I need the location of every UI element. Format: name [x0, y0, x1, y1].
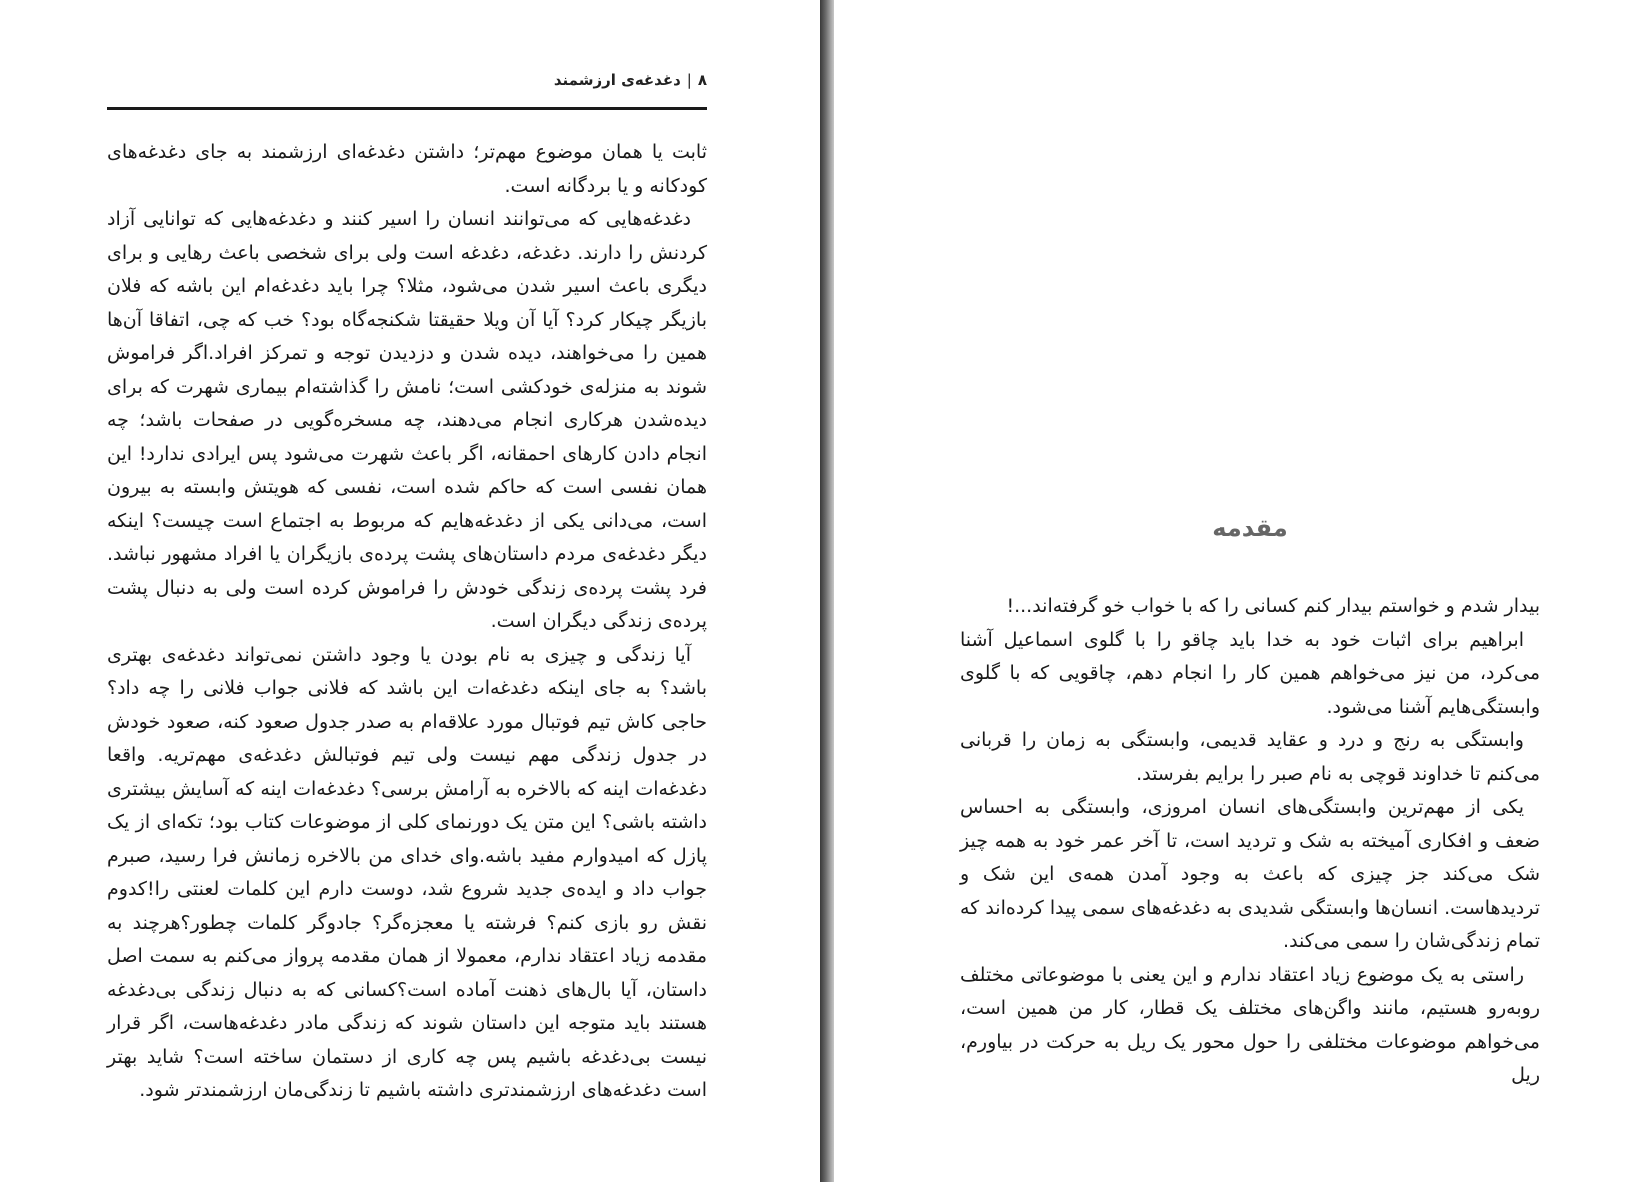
paragraph: ثابت یا همان موضوع مهم‌تر؛ داشتن دغدغه‌ای ارزشمند به جای دغدغه‌های کودکانه و یا بردگانه است. [107, 141, 707, 197]
book-gutter [820, 0, 834, 1182]
paragraph: ابراهیم برای اثبات خود به خدا باید چاقو را با گلوی اسماعیل آشنا می‌کرد، من نیز می‌خواهم همین کار را انجام دهم، چاقویی که با گلوی وابستگی‌هایم آشنا می‌شود. [960, 628, 1540, 718]
right-body-text [960, 590, 1540, 1093]
paragraph: یکی از مهم‌ترین وابستگی‌های انسان امروزی، وابستگی به احساس ضعف و افکاری آمیخته به شک و تردید است، تا آخر عمر خود به همه چیز شک می‌کند جز چیزی که باعث به وجود آمدن همه‌ی این شک و تردیدهاست. انسان‌ها وابستگی شدیدی به دغدغه‌های سمی پیدا کرده‌اند که تمام زندگی‌شان را سمی می‌کند. [960, 796, 1540, 952]
paragraph: وابستگی به رنج و درد و عقاید قدیمی، وابستگی به زمان را قربانی می‌کنم تا خداوند قوچی به نام صبر را برایم بفرستد. [960, 729, 1540, 785]
book-title: دغدغه‌ی ارزشمند [553, 71, 681, 89]
running-header [107, 71, 707, 89]
paragraph: آیا زندگی و چیزی به نام بودن یا وجود داشتن نمی‌تواند دغدغه‌ی بهتری باشد؟ به جای اینکه دغدغه‌ات این باشد که فلانی جواب فلانی را چه داد؟حاجی کاش تیم فوتبال مورد علاقه‌ام به صدر جدول صعود کنه، صعود خودش در جدول زندگی مهم نیست ولی تیم فوتبالش دغدغه‌ی مهم‌تریه. واقعا دغدغه‌ات اینه که بالاخره به آرامش برسی؟ دغدغه‌ات اینه که آسایش بیشتری داشته باشی؟ این متن یک دورنمای کلی از موضوعات کتاب بود؛ تکه‌ای از یک پازل که امیدوارم مفید باشه.وای خدای من بالاخره زمانش فرا رسید، صبرم جواب داد و ایده‌ی جدید شروع شد، دوست دارم این کلمات لعنتی را!کدوم نقش رو بازی کنم؟ فرشته یا معجزه‌گر؟ جادوگر کلمات چطور؟هرچند به مقدمه زیاد اعتقاد ندارم، معمولا از همان مقدمه پرواز می‌کنم به سمت اصل داستان، آیا بال‌های ذهنت آماده است؟کسانی که به دنبال زندگی بی‌دغدغه هستند باید متوجه این داستان شوند که زندگی مادر دغدغه‌هاست، اگر قرار نیست بی‌دغدغه باشیم پس چه کاری از دستمان ساخته است؟ شاید بهتر است دغدغه‌های ارزشمندتری داشته باشیم تا زندگی‌مان ارزشمندتر شود. [107, 643, 707, 1101]
chapter-title: مقدمه [1212, 514, 1288, 542]
header-rule [107, 107, 707, 110]
page-number: ۸ [697, 71, 707, 89]
left-page [0, 0, 820, 1182]
paragraph: راستی به یک موضوع زیاد اعتقاد ندارم و این یعنی با موضوعاتی مختلف روبه‌رو هستیم، مانند واگن‌های مختلف یک قطار، کار من همین است، می‌خواهم موضوعات مختلفی را حول محور یک ریل به حرکت در بیاورم، ریل [960, 963, 1540, 1086]
left-body-text [107, 136, 707, 1108]
paragraph: بیدار شدم و خواستم بیدار کنم کسانی را که با خواب خو گرفته‌اند...! [1006, 595, 1540, 617]
header-separator: | [686, 71, 692, 89]
paragraph: دغدغه‌هایی که می‌توانند انسان را اسیر کنند و دغدغه‌هایی که توانایی آزاد کردنش را دارند. دغدغه، دغدغه است ولی برای شخصی باعث رهایی و برای دیگری باعث اسیر شدن می‌شود، مثلا؟ چرا باید دغدغه‌ام این باشه که فلان بازیگر چیکار کرد؟ آیا آن ویلا حقیقتا شکنجه‌گاه بود؟ خب که چی، اتفاقا آن‌ها همین را می‌خواهند، دیده شدن و دزدیدن توجه و تمرکز افراد.اگر فراموش شوند به منزله‌ی خودکشی است؛ نامش را گذاشته‌ام بیماری شهرت که برای دیده‌شدن هرکاری انجام می‌دهند، چه مسخره‌گویی در صفحات باشد؛ چه انجام دادن کارهای احمقانه، اگر باعث شهرت می‌شود پس ایرادی ندارد! این همان نفسی است که حاکم شده است، نفسی که هویتش وابسته به بیرون است، می‌دانی یکی از دغدغه‌هایم که مربوط به اجتماع است چیست؟ اینکه دیگر دغدغه‌ی مردم داستان‌های پشت پرده‌ی بازیگران یا افراد مشهور نباشد. فرد پشت پرده‌ی زندگی خودش را فراموش کرده است ولی به دنبال پشت پرده‌ی زندگی دیگران است. [107, 208, 707, 632]
